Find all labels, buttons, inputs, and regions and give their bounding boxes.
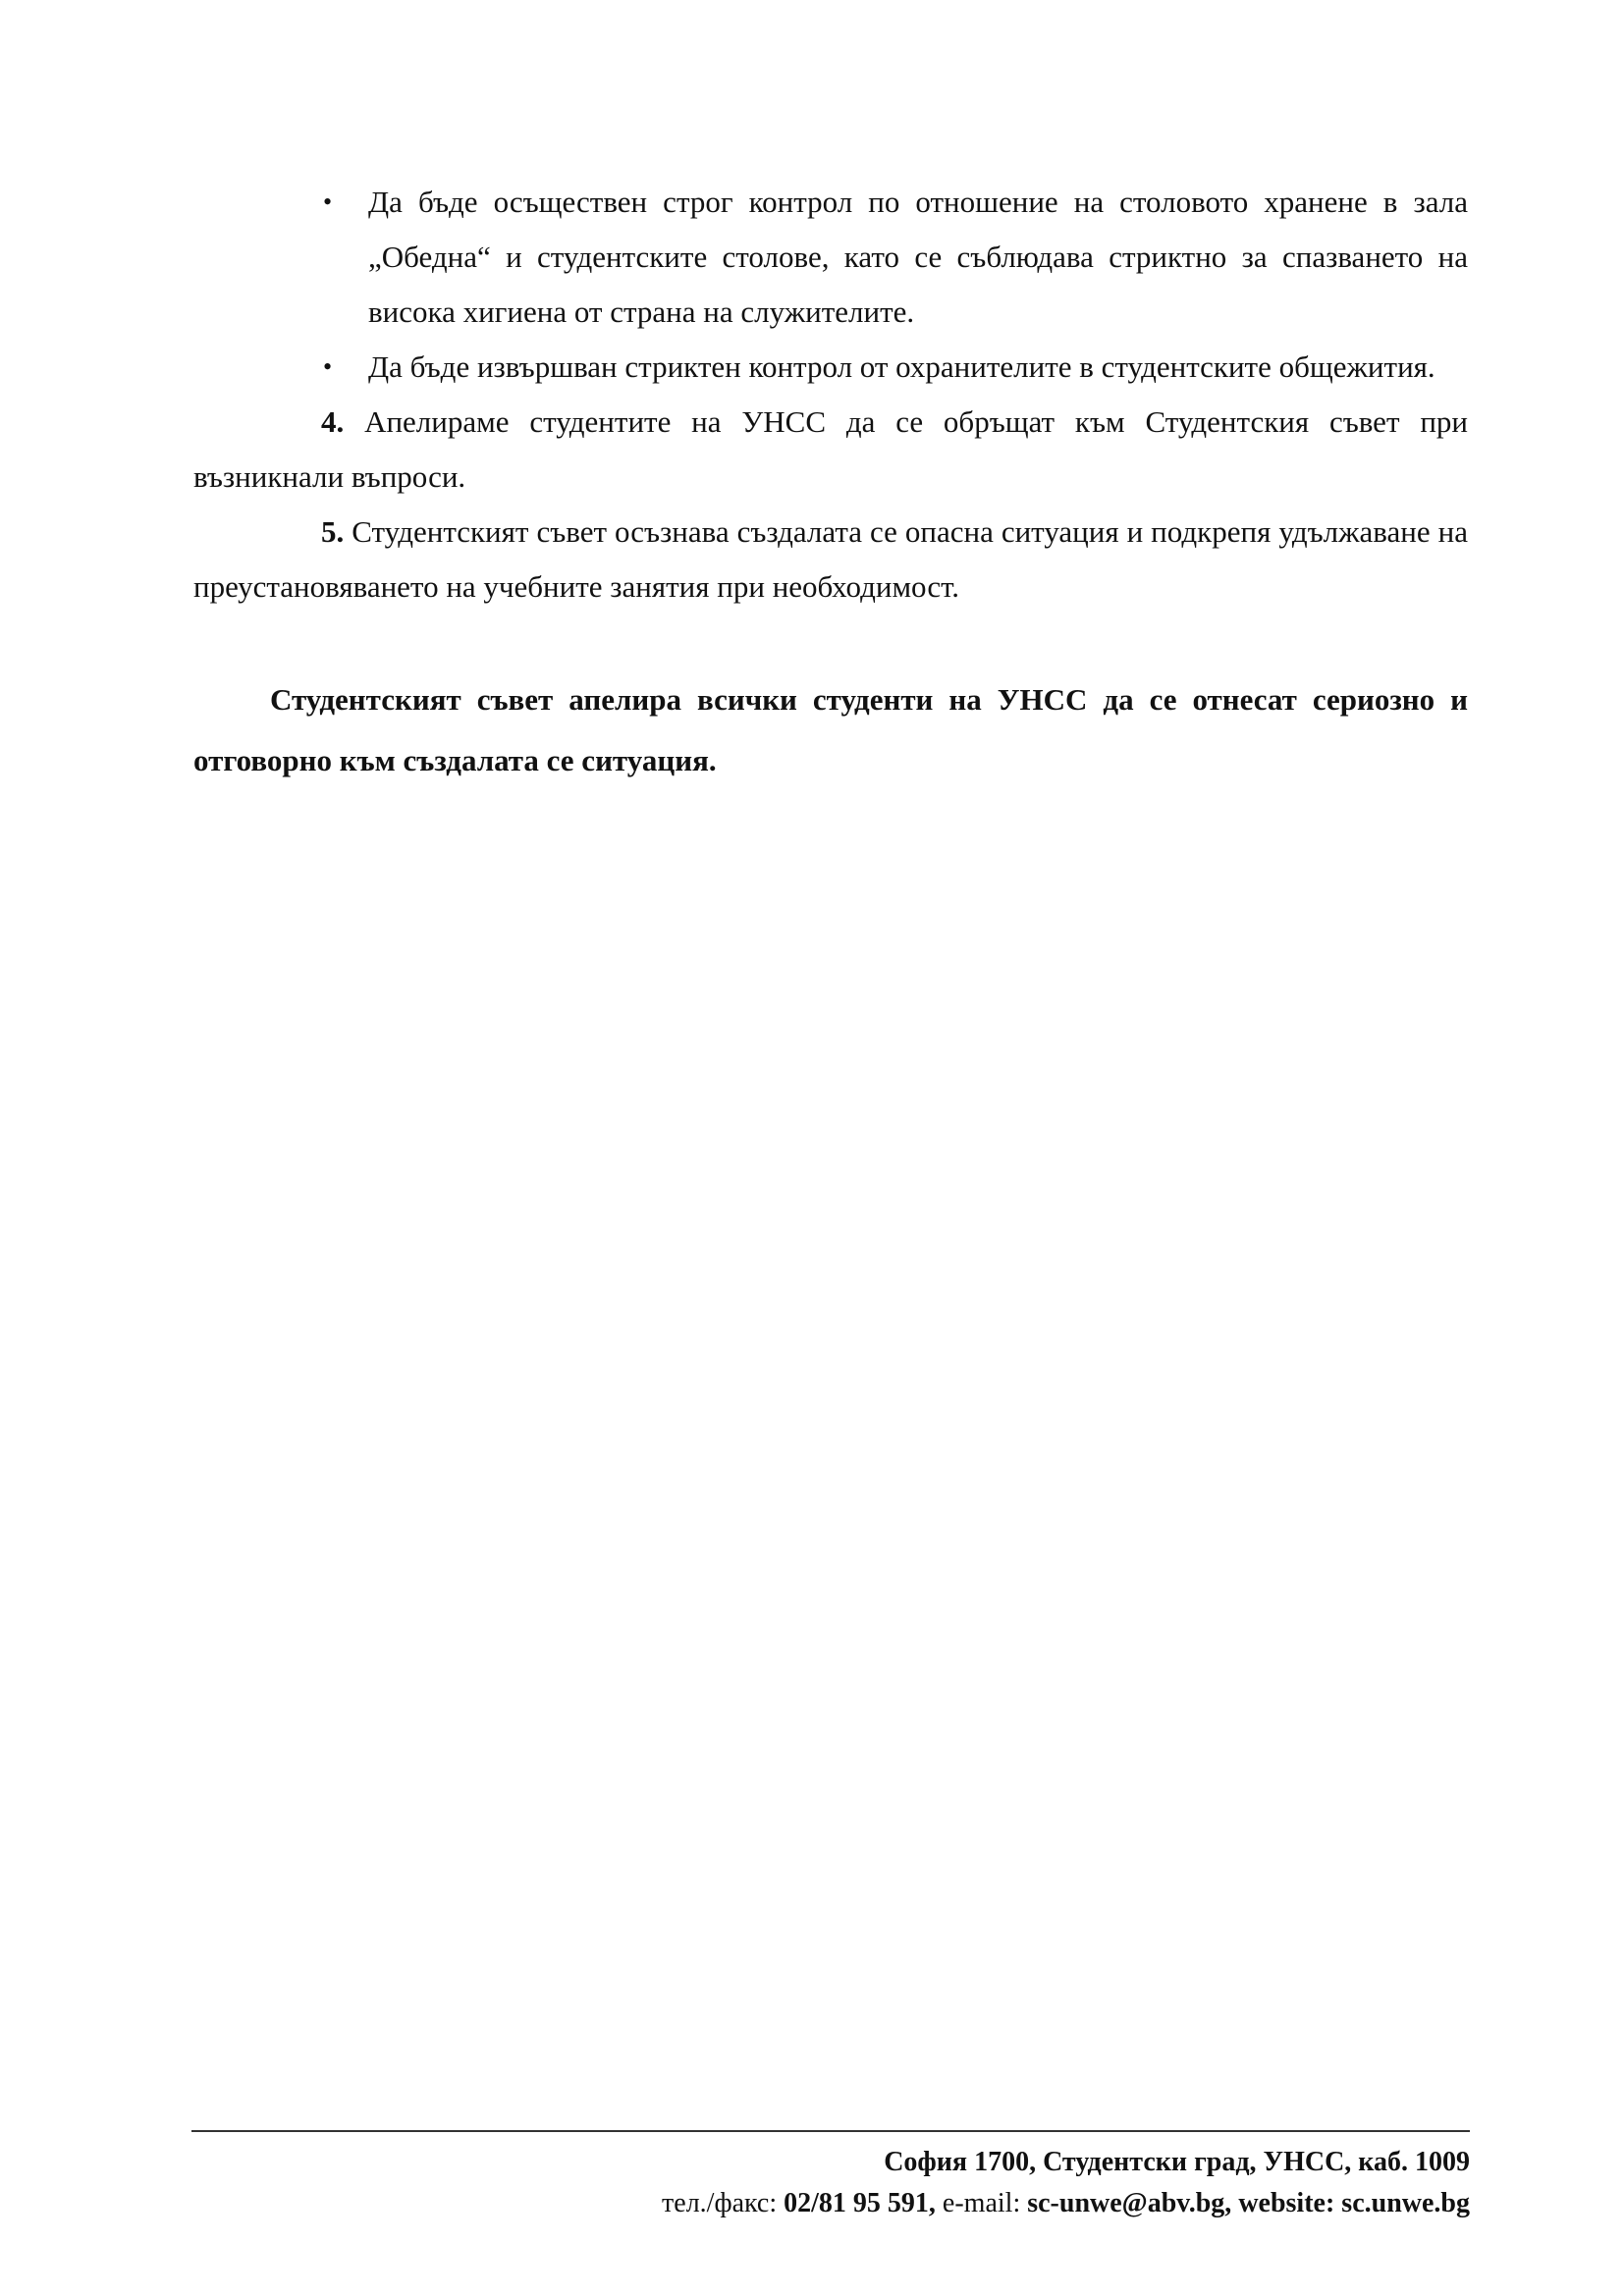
paragraph-number: 4. — [321, 404, 345, 439]
paragraph-number: 5. — [321, 514, 345, 549]
bullet-item — [323, 175, 1468, 340]
paragraph-text: Апелираме студентите на УНСС да се обръщат към Студентския съвет при възникнали въпроси. — [193, 404, 1468, 494]
footer-address: София 1700, Студентски град, УНСС, каб. 1009 — [884, 2147, 1470, 2177]
phone-label: тел./факс: — [662, 2188, 785, 2218]
bullet-list — [193, 175, 1468, 395]
footer — [292, 2142, 1470, 2224]
bullet-item — [323, 340, 1468, 395]
footer-divider — [191, 2130, 1470, 2132]
paragraph-text: Студентският съвет осъзнава създалата се опасна ситуация и подкрепя удължаване на преустановяването на учебните занятия при необходимост. — [193, 514, 1468, 604]
bullet-icon: • — [323, 352, 333, 381]
website-link[interactable]: sc.unwe.bg — [1341, 2188, 1470, 2218]
bullet-text: Да бъде извършван стриктен контрол от охранителите в студентските общежития. — [368, 349, 1435, 384]
website-label: website: — [1231, 2188, 1342, 2218]
email-label: e-mail: — [935, 2188, 1028, 2218]
bullet-text: Да бъде осъществен строг контрол по отношение на столовото хранене в зала „Обедна“ и студентските столове, като се съблюдава стриктно за спазването на висока хигиена от страна на служителите. — [368, 185, 1468, 329]
numbered-paragraph-4 — [193, 395, 1468, 505]
footer-contacts — [292, 2183, 1470, 2224]
document-body — [193, 175, 1468, 791]
email-address[interactable]: sc-unwe@abv.bg, — [1027, 2188, 1232, 2218]
numbered-paragraph-5 — [193, 505, 1468, 614]
closing-statement: Студентският съвет апелира всички студенти на УНСС да се отнесат сериозно и отговорно към създалата се ситуация. — [193, 682, 1468, 777]
phone-number: 02/81 95 591, — [784, 2188, 936, 2218]
bullet-icon: • — [323, 187, 333, 216]
